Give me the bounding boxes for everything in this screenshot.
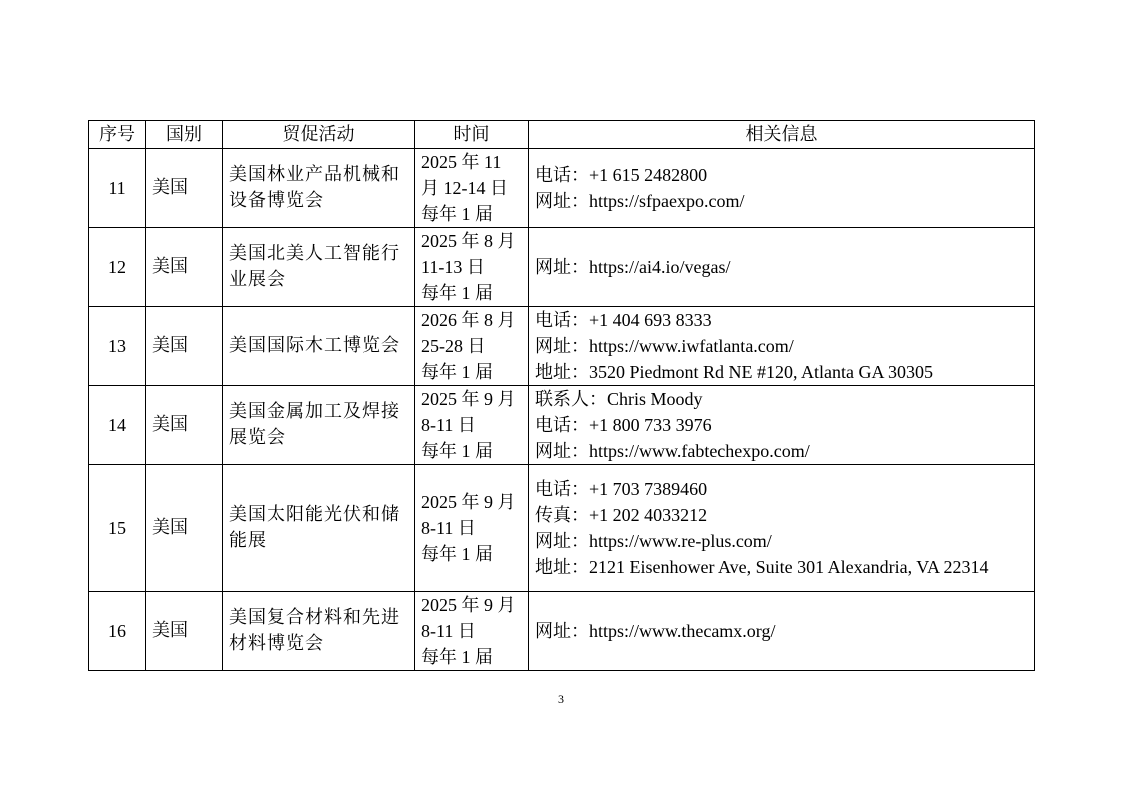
row-num: 12 — [89, 228, 146, 307]
row-time — [415, 307, 529, 386]
info-website: 网址：https://www.fabtechexpo.com/ — [535, 441, 810, 461]
row-country: 美国 — [146, 465, 223, 592]
table-row — [89, 307, 1035, 386]
row-info — [529, 307, 1035, 386]
info-phone: 电话：+1 703 7389460 — [535, 479, 708, 499]
info-website: 网址：https://www.iwfatlanta.com/ — [535, 336, 794, 356]
time-date: 2026 年 8 月 25-28 日 — [421, 310, 516, 356]
row-activity: 美国太阳能光伏和储能展 — [223, 465, 415, 592]
row-activity: 美国林业产品机械和设备博览会 — [223, 149, 415, 228]
time-date: 2025 年 9 月 8-11 日 — [421, 492, 516, 538]
row-time — [415, 592, 529, 671]
time-frequency: 每年 1 届 — [421, 204, 493, 224]
row-info — [529, 228, 1035, 307]
row-country: 美国 — [146, 386, 223, 465]
header-country: 国别 — [146, 121, 223, 149]
info-website: 网址：https://ai4.io/vegas/ — [535, 257, 731, 277]
row-num: 13 — [89, 307, 146, 386]
header-row — [89, 121, 1035, 149]
header-activity: 贸促活动 — [223, 121, 415, 149]
row-time — [415, 465, 529, 592]
info-website: 网址：https://www.re-plus.com/ — [535, 531, 772, 551]
table-row — [89, 228, 1035, 307]
table-row — [89, 465, 1035, 592]
row-num: 14 — [89, 386, 146, 465]
events-table — [88, 120, 1035, 671]
table-row — [89, 149, 1035, 228]
row-num: 16 — [89, 592, 146, 671]
row-country: 美国 — [146, 149, 223, 228]
header-num: 序号 — [89, 121, 146, 149]
time-date: 2025 年 8 月 11-13 日 — [421, 231, 516, 277]
info-contact: 联系人：Chris Moody — [535, 389, 703, 409]
row-country: 美国 — [146, 228, 223, 307]
row-country: 美国 — [146, 307, 223, 386]
time-frequency: 每年 1 届 — [421, 283, 493, 303]
row-info — [529, 386, 1035, 465]
row-info — [529, 465, 1035, 592]
row-info — [529, 149, 1035, 228]
info-website: 网址：https://sfpaexpo.com/ — [535, 191, 745, 211]
time-date: 2025 年 9 月 8-11 日 — [421, 389, 516, 435]
row-info — [529, 592, 1035, 671]
time-date: 2025 年 9 月 8-11 日 — [421, 595, 516, 641]
row-num: 15 — [89, 465, 146, 592]
row-time — [415, 149, 529, 228]
table-row — [89, 592, 1035, 671]
info-phone: 电话：+1 800 733 3976 — [535, 415, 712, 435]
table-row — [89, 386, 1035, 465]
info-address: 地址：2121 Eisenhower Ave, Suite 301 Alexandria, VA 22314 — [535, 557, 989, 577]
row-num: 11 — [89, 149, 146, 228]
time-frequency: 每年 1 届 — [421, 362, 493, 382]
info-phone: 电话：+1 404 693 8333 — [535, 310, 712, 330]
row-activity: 美国复合材料和先进材料博览会 — [223, 592, 415, 671]
row-time — [415, 386, 529, 465]
row-activity: 美国北美人工智能行业展会 — [223, 228, 415, 307]
row-time — [415, 228, 529, 307]
row-activity: 美国国际木工博览会 — [223, 307, 415, 386]
info-phone: 电话：+1 615 2482800 — [535, 165, 708, 185]
page-number: 3 — [558, 692, 564, 706]
time-frequency: 每年 1 届 — [421, 544, 493, 564]
info-address: 地址：3520 Piedmont Rd NE #120, Atlanta GA 30305 — [535, 362, 933, 382]
time-date: 2025 年 11 月 12-14 日 — [421, 152, 508, 198]
time-frequency: 每年 1 届 — [421, 441, 493, 461]
header-time: 时间 — [415, 121, 529, 149]
row-country: 美国 — [146, 592, 223, 671]
header-info: 相关信息 — [529, 121, 1035, 149]
info-website: 网址：https://www.thecamx.org/ — [535, 621, 776, 641]
time-frequency: 每年 1 届 — [421, 647, 493, 667]
info-fax: 传真：+1 202 4033212 — [535, 505, 708, 525]
row-activity: 美国金属加工及焊接展览会 — [223, 386, 415, 465]
